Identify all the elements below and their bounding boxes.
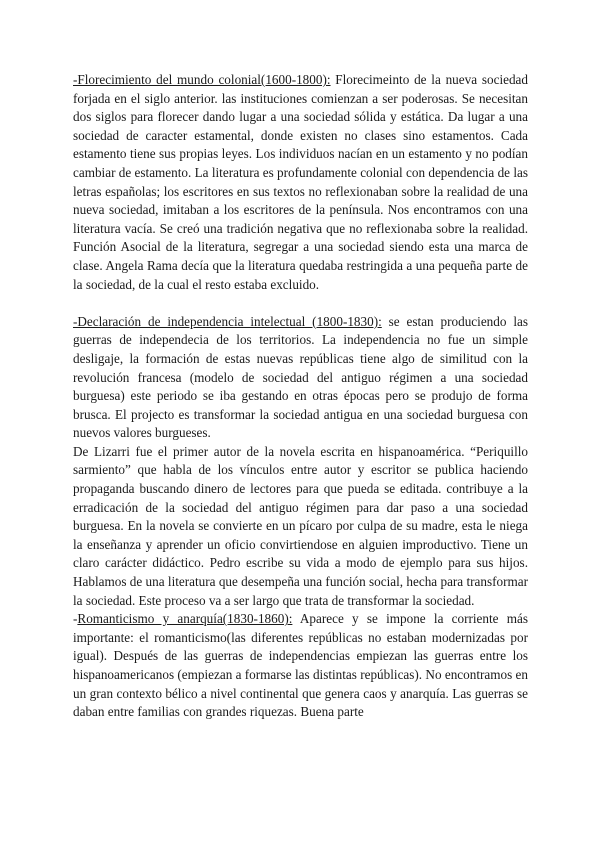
section-body: se estan produciendo las guerras de independecia de los territorios. La independencia no fue un simple desligaje, la formación de estas nuevas repúblicas tiene algo de similitud con la revolución francesa (modelo de sociedad del antiguo régimen a una sociedad burguesa) este periodo se iba gestando en otras épocas pero se produjo de forma brusca. El projecto es transformar la sociedad antigua en una sociedad burguesa con nuevos valores burgueses.: [73, 313, 529, 441]
document-page: [73, 71, 528, 722]
paragraph-gap: [73, 294, 528, 313]
section-body: Florecimeinto de la nueva sociedad forjada en el siglo anterior. las instituciones comienzan a ser poderosas. Se necesitan dos siglos para florecer dando lugar a una sociedad sólida y estática. Da lugar a una sociedad de caracter estamental, donde existen no clases sino estamentos. Cada estamento tiene sus propias leyes. Los individuos nacían en un estamento y no podían cambiar de estamento. La literatura es profundamente colonial con dependencia de las letras españolas; los escritores en sus textos no reflexionaban sobre la realidad de una nueva sociedad, imitaban a los escritores de la península. Nos encontramos con una literatura vacía. Se creó una tradición negativa que no reflexionaba sobre la realidad. Función Asocial de la literatura, segregar a una sociedad siendo esta una marca de clase. Angela Rama decía que la literatura quedaba restringida a una pequeña parte de la sociedad, de la cual el resto estaba excluido.: [73, 72, 528, 292]
section-heading: Romanticismo y anarquía(1830-1860):: [77, 611, 293, 627]
section-body: Aparece y se impone la corriente más importante: el romanticismo(las diferentes repúblicas no estaban modernizadas por igual). Después de las guerras de independencias empiezan las guerras entre los hispanoamericanos (empiezan a formarse las distintas repúblicas). No encontramos en un gran contexto bélico a nivel continental que genera caos y anarquía. Las guerras se daban entre familias con grandes riquezas. Buena parte: [73, 611, 528, 720]
section-independencia: [73, 313, 528, 443]
section-romanticismo: [73, 610, 528, 722]
section-independencia-extra: De Lizarri fue el primer autor de la novela escrita en hispanoamérica. “Periquillo sarmiento” que habla de los vínculos entre autor y escritor se publica haciendo propaganda buscando dinero de lectores para que pueda se editada. contribuye a la erradicación de la sociedad del antiguo régimen para dar paso a una sociedad burguesa. En la novela se convierte en un pícaro por culpa de su madre, esta le niega la enseñanza y aprender un oficio convirtiendose en alguien improductivo. Tiene un claro carácter didáctico. Pedro escribe su vida a modo de ejemplo para sus hijos. Hablamos de una literatura que desempeña una función social, hecha para transformar la sociedad. Este proceso va a ser largo que trata de transformar la sociedad.: [73, 443, 528, 608]
section-heading-prefix: -: [73, 611, 78, 627]
section-heading: -Florecimiento del mundo colonial(1600-1800):: [73, 72, 331, 87]
section-heading: -Declaración de independencia intelectual (1800-1830):: [73, 313, 382, 329]
section-colonial: [73, 71, 528, 294]
